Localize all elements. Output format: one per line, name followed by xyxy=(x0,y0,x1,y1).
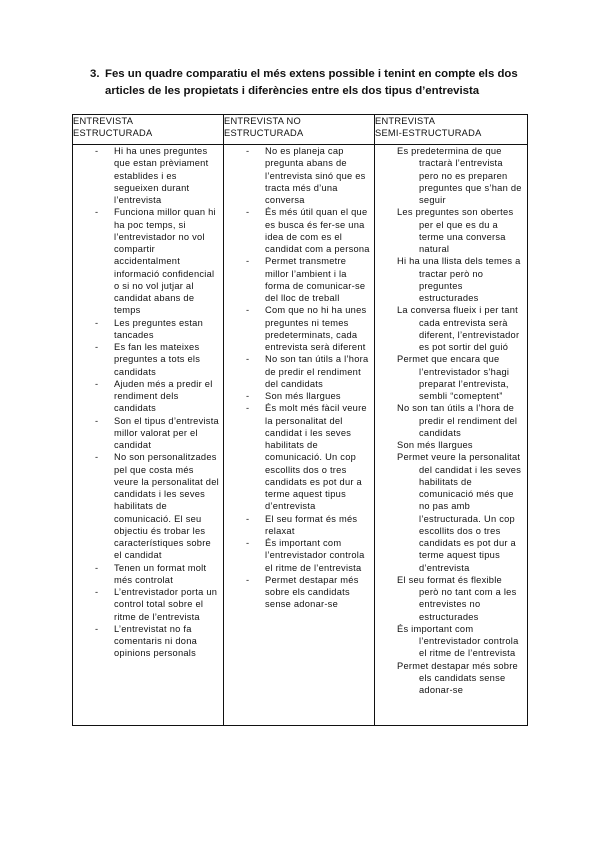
list-item: La conversa flueix i per tant cada entrevista serà diferent, l’entrevistador es pot sortir del guió xyxy=(397,305,520,352)
list-item: Permet destapar més sobre els candidats sense adonar-se xyxy=(397,660,518,695)
list-item: - Son el tipus d’entrevista millor valorat per el candidat xyxy=(73,415,223,452)
list-item: Hi ha una llista dels temes a tractar però no preguntes estructurades xyxy=(397,256,521,303)
question-text: Fes un quadre comparatiu el més extens possible i tenint en compte els dos articles de les propietats i diferències entre els dos tipus d’entrevista xyxy=(105,68,518,97)
list-item: Permet que encara que l’entrevistador s’hagi preparat l’entrevista, sembli “comeptent” xyxy=(397,354,510,401)
header-line: ENTREVISTA xyxy=(73,116,134,126)
list-item: - Son més llargues xyxy=(224,390,374,402)
list-item: - Les preguntes estan tancades xyxy=(73,317,223,342)
header-structured xyxy=(73,115,224,145)
header-line: ENTREVISTA NO xyxy=(224,116,301,126)
list-item: - Ajuden més a predir el rendiment dels candidats xyxy=(73,378,223,415)
list-item: - No es planeja cap pregunta abans de l’entrevista sinó que es tracta més d’una conversa xyxy=(224,145,374,206)
header-line: ESTRUCTURADA xyxy=(224,128,304,138)
list-item: - No son personalitzades pel que costa més veure la personalitat del candidats i les seves habilitats de comunicació. El seu objectiu és trobar les característiques sobre el candidat xyxy=(73,451,223,561)
list-item: No son tan útils a l’hora de predir el rendiment del candidats xyxy=(397,403,518,438)
list-item: - És més útil quan el que es busca és fer-se una idea de com es el candidat com a persona xyxy=(224,206,374,255)
list-item: - L’entrevistat no fa comentaris ni dona opinions personals xyxy=(73,623,223,660)
table-header-row xyxy=(73,115,528,145)
header-semi-structured xyxy=(375,115,528,145)
list-unstructured xyxy=(224,145,374,611)
list-item: - És molt més fàcil veure la personalitat del candidat i les seves habilitats de comunicació. Un cop escollits dos o tres candidats es pot dur a terme aquest tipus d’entrevista xyxy=(224,402,374,512)
header-unstructured xyxy=(224,115,375,145)
table-body-row xyxy=(73,145,528,726)
list-item: Son més llargues xyxy=(397,440,473,450)
list-item: - No son tan útils a l’hora de predir el rendiment del candidats xyxy=(224,353,374,390)
list-item: Les preguntes son obertes per el que es du a terme una conversa natural xyxy=(397,207,514,254)
list-item: - L’entrevistador porta un control total sobre el ritme de l’entrevista xyxy=(73,586,223,623)
comparison-table xyxy=(72,114,528,726)
list-item: El seu format és flexible però no tant com a les entrevistes no estructurades xyxy=(397,574,517,622)
list-item: - El seu format és més relaxat xyxy=(224,513,374,538)
cell-semi-structured xyxy=(375,145,528,726)
list-item: - És important com l’entrevistador controla el ritme de l’entrevista xyxy=(224,537,374,574)
cell-unstructured xyxy=(224,145,375,726)
list-item: - Com que no hi ha unes preguntes ni temes predeterminats, cada entrevista serà diferent xyxy=(224,304,374,353)
list-item: - Permet destapar més sobre els candidats sense adonar-se xyxy=(224,574,374,611)
list-item: Es predetermina de que tractarà l’entrevista pero no es preparen preguntes que s’han de seguir xyxy=(397,146,522,205)
list-item: - Funciona millor quan hi ha poc temps, si l’entrevistador no vol compartir accidentalment informació confidencial o si no vol jutjar al candidat abans de temps xyxy=(73,206,223,316)
list-item: - Tenen un format molt més controlat xyxy=(73,562,223,587)
list-item: - Permet transmetre millor l’ambient i la forma de comunicar-se del lloc de treball xyxy=(224,255,374,304)
list-item: És important com l’entrevistador controla el ritme de l’entrevista xyxy=(397,623,519,659)
question-number: 3. xyxy=(90,68,100,80)
header-line: SEMI-ESTRUCTURADA xyxy=(375,128,482,138)
list-item: - Es fan les mateixes preguntes a tots els candidats xyxy=(73,341,223,378)
list-semi-structured xyxy=(375,145,527,696)
header-line: ENTREVISTA xyxy=(375,116,436,126)
list-item: - Hi ha unes preguntes que estan prèviament establides i es segueixen durant l’entrevista xyxy=(73,145,223,206)
list-structured xyxy=(73,145,223,660)
cell-structured xyxy=(73,145,224,726)
list-item: Permet veure la personalitat del candidat i les seves habilitats de comunicació més que no pas amb l’estructurada. Un cop escollits dos o tres candidats es pot dur a terme aquest tipus d’entrevista xyxy=(397,452,522,573)
header-line: ESTRUCTURADA xyxy=(73,128,153,138)
question-heading xyxy=(90,66,530,100)
